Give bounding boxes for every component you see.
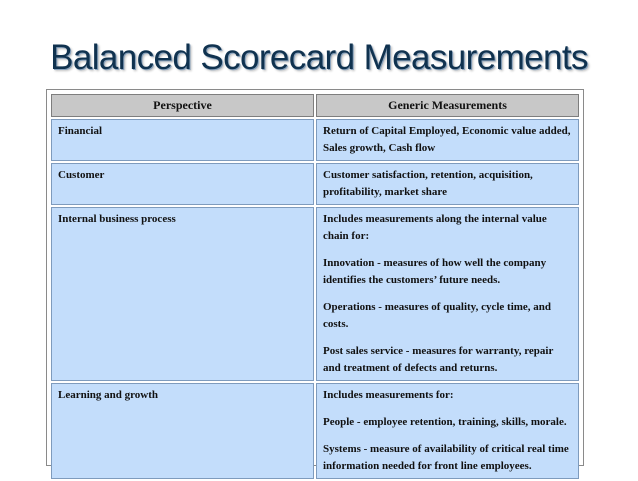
table-row-customer bbox=[51, 163, 579, 205]
header-generic-measurements: Generic Measurements bbox=[316, 94, 579, 117]
measurement-text: Customer satisfaction, retention, acquisition, profitability, market share bbox=[323, 169, 533, 198]
perspective-cell: Internal business process bbox=[51, 207, 314, 381]
measurement-text: Return of Capital Employed, Economic value added, Sales growth, Cash flow bbox=[323, 125, 571, 154]
slide-title: Balanced Scorecard Measurements bbox=[50, 38, 588, 77]
table-row-internal-business-process bbox=[51, 207, 579, 381]
measurements-cell bbox=[316, 163, 579, 205]
measurement-text: Operations - measures of quality, cycle time, and costs. bbox=[323, 301, 552, 330]
measurements-cell bbox=[316, 207, 579, 381]
perspective-cell: Financial bbox=[51, 119, 314, 161]
scorecard-table-frame bbox=[46, 89, 584, 472]
scorecard-table bbox=[49, 92, 581, 481]
measurement-text: Innovation - measures of how well the company identifies the customers’ future needs. bbox=[323, 257, 547, 286]
measurement-text: Systems - measure of availability of critical real time information needed for front line employees. bbox=[323, 443, 569, 472]
table-row-learning-and-growth bbox=[51, 383, 579, 479]
table-row-financial bbox=[51, 119, 579, 161]
measurement-text: Includes measurements along the internal value chain for: bbox=[323, 213, 547, 242]
measurements-cell bbox=[316, 119, 579, 161]
header-perspective: Perspective bbox=[51, 94, 314, 117]
measurements-cell bbox=[316, 383, 579, 479]
measurement-text: People - employee retention, training, skills, morale. bbox=[323, 416, 567, 428]
measurement-text: Post sales service - measures for warranty, repair and treatment of defects and returns. bbox=[323, 345, 554, 374]
perspective-cell: Customer bbox=[51, 163, 314, 205]
measurement-text: Includes measurements for: bbox=[323, 389, 454, 401]
perspective-cell: Learning and growth bbox=[51, 383, 314, 479]
table-header-row bbox=[51, 94, 579, 117]
